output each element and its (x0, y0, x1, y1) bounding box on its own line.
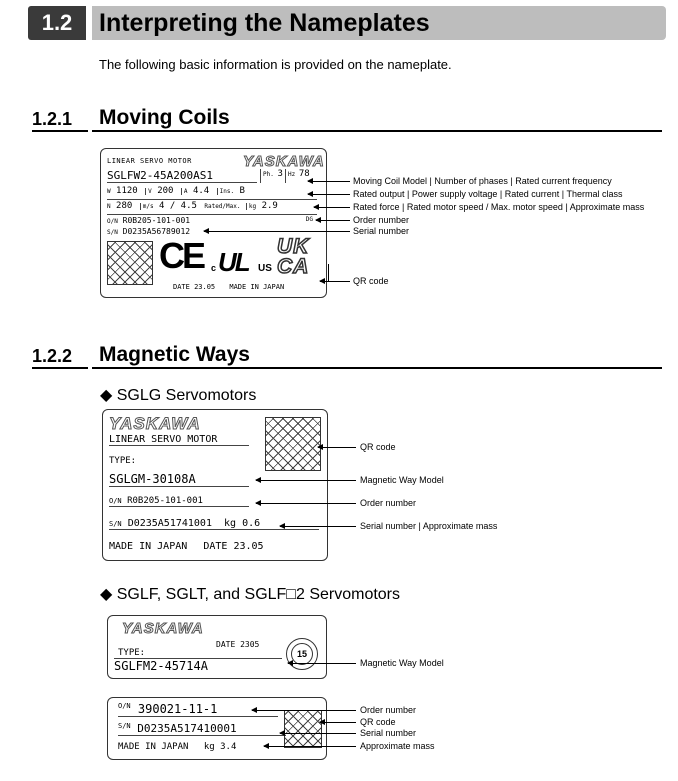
type-label: TYPE: (109, 456, 137, 466)
annotation-arrow (280, 733, 356, 734)
subsection-number-magnetic-ways: 1.2.2 (32, 346, 73, 366)
annotation-qr: QR code (360, 717, 396, 727)
annotation-arrow (264, 746, 356, 747)
sn-label: S/N (118, 722, 131, 730)
annotation-arrow (308, 181, 350, 182)
output-row (107, 186, 317, 200)
sn-label: S/N (109, 520, 122, 528)
magnetic-way-model: SGLFM2-45714A (114, 658, 282, 673)
kg-label: kg (203, 742, 215, 752)
annotation-arrow (318, 447, 356, 448)
annotation-arrow (320, 281, 350, 282)
section-number: 1.2 (28, 6, 86, 40)
kg-label: kg (246, 203, 256, 210)
order-row (107, 216, 317, 225)
date-value: 23.05 (194, 283, 216, 291)
ms-value: 4 (159, 201, 165, 211)
annotation-arrow (288, 663, 356, 664)
sn-value: D0235A51741001 (127, 518, 212, 529)
serial-row (118, 722, 286, 736)
on-value: R0B205-101-001 (127, 496, 203, 506)
ce-mark-icon: CE (159, 235, 204, 276)
date-field (216, 640, 259, 649)
sn-value: D0235A56789012 (122, 227, 191, 236)
dg-label: DG (305, 216, 313, 223)
sn-label: S/N (107, 229, 118, 236)
on-label: O/N (107, 218, 118, 225)
c-mark: c (211, 263, 217, 273)
date-label: DATE (173, 283, 190, 291)
section-title: Interpreting the Nameplates (99, 9, 430, 37)
ms-label: m/s (140, 203, 154, 210)
annotation-qr: QR code (353, 276, 389, 286)
serial-row (109, 518, 319, 530)
annotation-force: Rated force | Rated motor speed / Max. motor speed | Approximate mass (353, 202, 645, 212)
plate-header: LINEAR SERVO MOTOR (109, 434, 249, 446)
annotation-model: Magnetic Way Model (360, 475, 444, 485)
ins-label: Ins. (217, 188, 234, 195)
made-mass-row (118, 742, 236, 752)
order-row (109, 496, 249, 507)
made-in: MADE IN JAPAN (109, 541, 188, 552)
date-label: DATE (203, 541, 228, 552)
n-value: 280 (116, 201, 133, 211)
annotation-qr: QR code (360, 442, 396, 452)
a-value: 4.4 (192, 186, 210, 196)
kg-label: kg (224, 518, 237, 529)
force-row (107, 201, 317, 215)
badge-number: 15 (291, 643, 313, 665)
annotation-leader (328, 264, 329, 281)
hz-field (285, 169, 310, 183)
annotation-output: Rated output | Power supply voltage | Rated current | Thermal class (353, 189, 623, 199)
annotation-order: Order number (360, 705, 417, 715)
on-value: 390021-11-1 (137, 702, 218, 716)
on-label: O/N (109, 497, 122, 505)
annotation-arrow (204, 231, 350, 232)
annotation-model: Moving Coil Model | Number of phases | Rated current frequency (353, 176, 612, 186)
hz-value: 78 (298, 169, 310, 179)
subsection-title-moving-coils: Moving Coils (99, 106, 230, 129)
annotation-arrow (316, 220, 350, 221)
annotation-serial-mass: Serial number | Approximate mass (360, 521, 498, 531)
ph-value: 3 (277, 169, 283, 179)
intro-text: The following basic information is provided on the nameplate. (99, 57, 452, 72)
rated-max-label: Rated/Max. (204, 203, 241, 210)
annotation-arrow (314, 207, 350, 208)
qr-code-icon (265, 417, 321, 471)
divider (92, 130, 662, 132)
sn-value: D0235A517410001 (137, 722, 237, 735)
annotation-serial: Serial number (360, 728, 417, 738)
type-label: TYPE: (118, 648, 146, 658)
us-mark: US (258, 263, 272, 274)
made-date-row (109, 541, 264, 552)
divider (32, 130, 88, 132)
annotation-arrow (280, 526, 356, 527)
subsection-number-moving-coils: 1.2.1 (32, 109, 73, 129)
date-value: 2305 (240, 640, 260, 649)
subsection-title-magnetic-ways: Magnetic Ways (99, 343, 250, 366)
ph-field (260, 169, 283, 183)
ins-value: B (239, 186, 245, 196)
w-label: W (107, 188, 111, 195)
n-label: N (107, 203, 111, 210)
v-label: V (145, 188, 152, 195)
moving-coil-nameplate (100, 148, 327, 298)
sglf-nameplate-model (107, 615, 327, 679)
annotation-order: Order number (353, 215, 410, 225)
ukca-line-2: CA (277, 255, 310, 278)
annotation-arrow (252, 710, 356, 711)
made-in: MADE IN JAPAN (118, 742, 189, 752)
kg-value: 0.6 (242, 518, 261, 529)
ukca-mark-icon (277, 237, 309, 277)
hz-label: Hz (288, 171, 296, 178)
divider (92, 367, 662, 369)
sglg-nameplate (102, 409, 328, 561)
kg-value: 2.9 (261, 201, 278, 211)
ul-mark-icon: UL (218, 247, 249, 277)
kg-value: 3.4 (220, 742, 237, 752)
date-label: DATE (216, 640, 236, 649)
annotation-model: Magnetic Way Model (360, 658, 444, 668)
yaskawa-logo: YASKAWA (243, 153, 325, 170)
ukca-line-1: UK (277, 235, 310, 258)
qr-code-icon (107, 241, 153, 285)
annotation-order: Order number (360, 498, 417, 508)
date-field (173, 283, 284, 291)
annotation-mass: Approximate mass (360, 741, 435, 751)
w-value: 1120 (116, 186, 138, 196)
plate-model: SGLFW2-45A200AS1 (107, 169, 257, 183)
a-label: A (181, 188, 188, 195)
annotation-arrow (256, 503, 356, 504)
v-value: 200 (157, 186, 174, 196)
sglg-heading: ◆ SGLG Servomotors (100, 387, 257, 404)
made-in: MADE IN JAPAN (229, 283, 285, 291)
on-value: R0B205-101-001 (122, 216, 191, 225)
plate-header: LINEAR SERVO MOTOR (107, 157, 192, 165)
qr-code-icon (284, 710, 322, 748)
annotation-serial: Serial number (353, 226, 410, 236)
divider (32, 367, 88, 369)
yaskawa-logo: YASKAWA (122, 620, 204, 637)
on-label: O/N (118, 702, 131, 710)
date-value: 23.05 (233, 541, 264, 552)
ms-max: / 4.5 (169, 201, 197, 211)
annotation-arrow (320, 722, 356, 723)
ph-label: Ph. (263, 171, 274, 178)
magnetic-way-model: SGLGM-30108A (109, 472, 249, 487)
sglf-heading: ◆ SGLF, SGLT, and SGLF□2 Servomotors (100, 586, 401, 603)
annotation-arrow (308, 194, 350, 195)
annotation-arrow (256, 480, 356, 481)
sglf-nameplate-serial (107, 697, 327, 760)
yaskawa-logo: YASKAWA (109, 414, 201, 433)
